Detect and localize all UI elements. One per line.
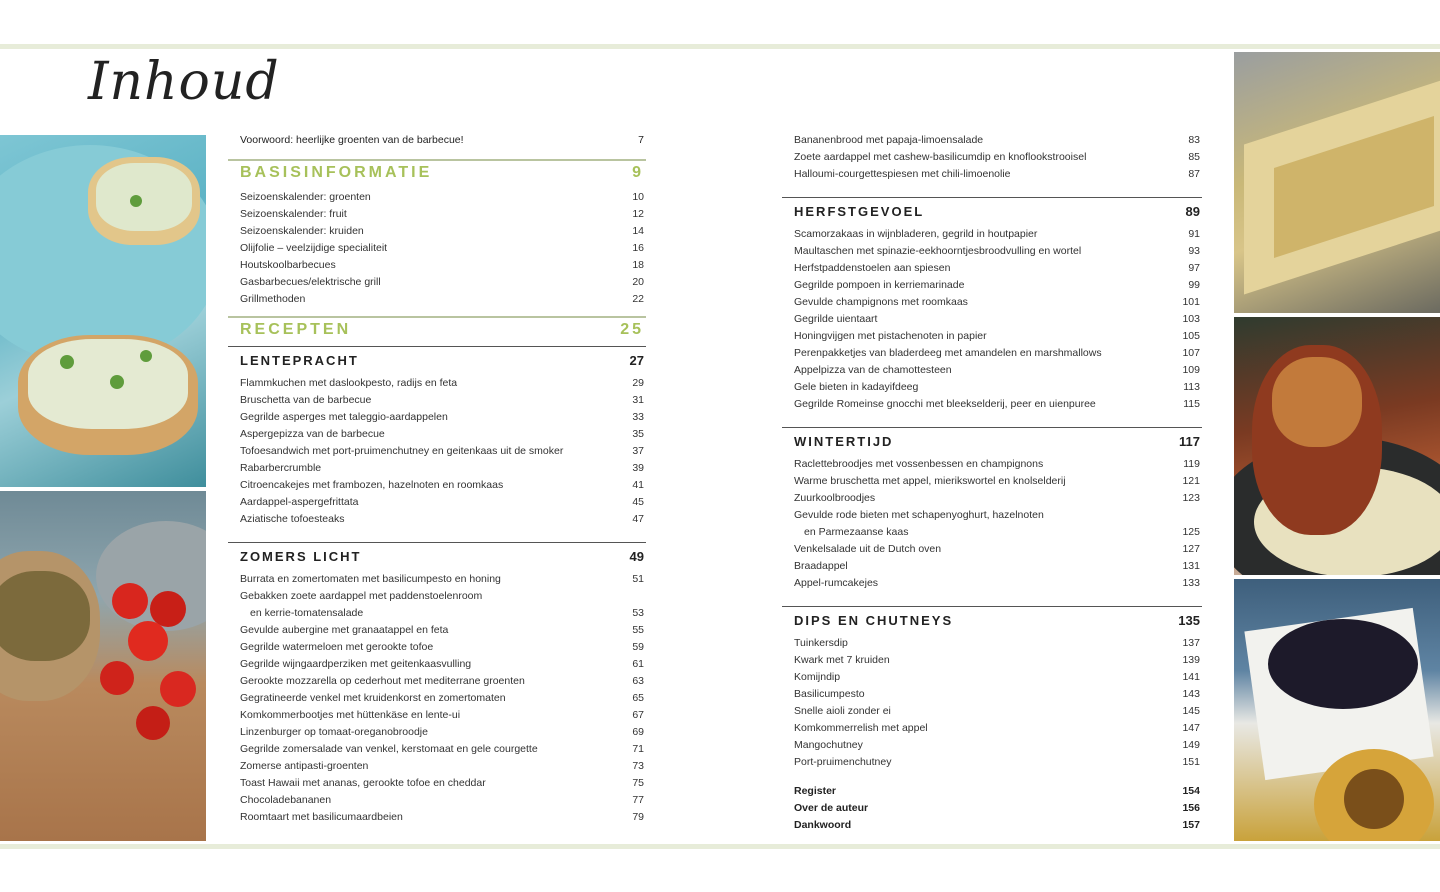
toc-entry[interactable]	[228, 792, 646, 809]
toc-entry-page: 157	[1182, 819, 1200, 831]
toc-entry[interactable]	[782, 294, 1202, 311]
toc-entry-page: 12	[632, 208, 644, 220]
toc-entry[interactable]	[782, 345, 1202, 362]
toc-entry-title: Zoete aardappel met cashew-basilicumdip en knoflookstrooisel	[794, 151, 1087, 163]
toc-entry-title: Scamorzakaas in wijnbladeren, gegrild in houtpapier	[794, 228, 1038, 240]
toc-entry-title: Gegratineerde venkel met kruidenkorst en zomertomaten	[240, 692, 506, 704]
toc-entry-page: 75	[632, 777, 644, 789]
toc-entry-title: Chocoladebananen	[240, 794, 332, 806]
toc-entry-page: 131	[1182, 560, 1200, 572]
toc-entry-title: Honingvijgen met pistachenoten in papier	[794, 330, 987, 342]
toc-entry-title: Houtskoolbarbecues	[240, 259, 336, 271]
toc-entry-title: Herfstpaddenstoelen aan spiesen	[794, 262, 951, 274]
toc-entry[interactable]	[782, 575, 1202, 592]
toc-entry[interactable]	[782, 328, 1202, 345]
toc-entry[interactable]	[782, 166, 1202, 183]
toc-entry[interactable]	[228, 392, 646, 409]
top-band	[0, 44, 1440, 49]
toc-entry-title: Braadappel	[794, 560, 848, 572]
toc-entry-page: 20	[632, 276, 644, 288]
toc-entry[interactable]	[228, 775, 646, 792]
toc-entry-page: 33	[632, 411, 644, 423]
toc-entry-title: Over de auteur	[794, 802, 869, 814]
toc-entry-title: Toast Hawaii met ananas, gerookte tofoe en cheddar	[240, 777, 486, 789]
toc-entry-page: 156	[1182, 802, 1200, 814]
toc-entry-title: Tofoesandwich met port-pruimenchutney en geitenkaas uit de smoker	[240, 445, 564, 457]
toc-entry-title: Seizoenskalender: kruiden	[240, 225, 364, 237]
toc-entry[interactable]	[228, 571, 646, 588]
toc-entry-page: 39	[632, 462, 644, 474]
toc-entry[interactable]	[228, 690, 646, 707]
toc-entry-page: 55	[632, 624, 644, 636]
toc-entry-page: 51	[632, 573, 644, 585]
toc-entry-page: 14	[632, 225, 644, 237]
toc-entry-title: en Parmezaanse kaas	[804, 526, 909, 538]
toc-entry[interactable]	[228, 494, 646, 511]
toc-entry-title: Venkelsalade uit de Dutch oven	[794, 543, 942, 555]
toc-entry-title: Gegrilde pompoen in kerriemarinade	[794, 279, 965, 291]
toc-left-column	[228, 132, 646, 826]
toc-entry-title: Maultaschen met spinazie-eekhoorntjesbroodvulling en wortel	[794, 245, 1082, 257]
toc-entry-page: 145	[1182, 705, 1200, 717]
toc-entry-title: Grillmethoden	[240, 293, 306, 305]
toc-entry-page: 109	[1182, 364, 1200, 376]
toc-entry-page: 91	[1188, 228, 1200, 240]
toc-entry[interactable]	[782, 800, 1202, 817]
toc-entry-page: 59	[632, 641, 644, 653]
toc-entry[interactable]	[228, 741, 646, 758]
toc-entry-title: Gebakken zoete aardappel met paddenstoelenroom	[240, 590, 483, 602]
toc-entry[interactable]	[228, 758, 646, 775]
toc-entry-page: 47	[632, 513, 644, 525]
toc-entry[interactable]	[782, 686, 1202, 703]
toc-entry-page: 18	[632, 259, 644, 271]
toc-entry-title: Gevulde aubergine met granaatappel en feta	[240, 624, 449, 636]
toc-entry-page: 147	[1182, 722, 1200, 734]
toc-entry-title: Appel-rumcakejes	[794, 577, 879, 589]
toc-entry-title: Raclettebroodjes met vossenbessen en champignons	[794, 458, 1044, 470]
toc-entry-title: Gevulde champignons met roomkaas	[794, 296, 968, 308]
toc-entry[interactable]	[782, 362, 1202, 379]
toc-entry-title: Snelle aioli zonder ei	[794, 705, 891, 717]
plum-chutney-photo	[1234, 579, 1440, 841]
toc-entry-page: 79	[632, 811, 644, 823]
toc-entry-page: 69	[632, 726, 644, 738]
toc-right-column	[782, 132, 1202, 834]
toc-entry-page: 123	[1182, 492, 1200, 504]
toc-entry[interactable]	[228, 291, 646, 308]
toc-entry[interactable]	[228, 588, 646, 605]
section-heading-dips-en-chutneys[interactable]: DIPS EN CHUTNEYS 135	[794, 613, 1200, 628]
toc-entry[interactable]	[228, 605, 646, 622]
toc-entry[interactable]	[782, 132, 1202, 149]
toc-entry-page: 22	[632, 293, 644, 305]
toc-entry-page: 16	[632, 242, 644, 254]
toc-entry[interactable]	[228, 707, 646, 724]
toc-entry-page: 125	[1182, 526, 1200, 538]
toc-entry-page: 87	[1188, 168, 1200, 180]
toc-entry-page: 115	[1183, 398, 1200, 410]
toc-entry-page: 154	[1182, 785, 1200, 797]
toc-entry[interactable]	[228, 639, 646, 656]
toc-entry-page: 137	[1182, 637, 1200, 649]
toc-entry[interactable]	[782, 490, 1202, 507]
bruschetta-peas-photo	[0, 135, 206, 487]
toc-entry-page: 105	[1182, 330, 1200, 342]
quiche-slice-photo	[1234, 52, 1440, 313]
toc-entry-page: 63	[632, 675, 644, 687]
toc-entry-title: Port-pruimenchutney	[794, 756, 892, 768]
toc-entry-page: 101	[1182, 296, 1200, 308]
toc-entry-title: Gegrilde zomersalade van venkel, kerstomaat en gele courgette	[240, 743, 538, 755]
toc-entry-title: Gegrilde asperges met taleggio-aardappelen	[240, 411, 448, 423]
toc-entry[interactable]	[782, 396, 1202, 413]
toc-entry[interactable]	[782, 754, 1202, 771]
toc-entry[interactable]	[228, 511, 646, 528]
toc-entry[interactable]	[228, 460, 646, 477]
toc-entry-title: Flammkuchen met daslookpesto, radijs en feta	[240, 377, 458, 389]
toc-entry-title: Olijfolie – veelzijdige specialiteit	[240, 242, 388, 254]
toc-entry-title: Gele bieten in kadayifdeeg	[794, 381, 919, 393]
toc-entry[interactable]	[782, 277, 1202, 294]
toc-entry[interactable]	[782, 541, 1202, 558]
toc-entry-page: 85	[1188, 151, 1200, 163]
toc-entry-page: 65	[632, 692, 644, 704]
toc-entry-page: 41	[632, 479, 644, 491]
toc-entry-page: 93	[1188, 245, 1200, 257]
toc-entry[interactable]	[782, 635, 1202, 652]
toc-entry-title: Dankwoord	[794, 819, 852, 831]
toc-entry[interactable]	[782, 379, 1202, 396]
toc-entry[interactable]	[228, 240, 646, 257]
toc-entry[interactable]	[228, 409, 646, 426]
baked-apple-photo	[1234, 317, 1440, 575]
toc-entry-page: 67	[632, 709, 644, 721]
toc-entry-title: Kwark met 7 kruiden	[794, 654, 890, 666]
toc-entry-title: Zomerse antipasti-groenten	[240, 760, 369, 772]
toc-entry-title: Warme bruschetta met appel, mierikswortel en knolselderij	[794, 475, 1066, 487]
toc-entry[interactable]	[228, 375, 646, 392]
toc-entry-title: Gevulde rode bieten met schapenyoghurt, hazelnoten	[794, 509, 1044, 521]
toc-entry-title: Gasbarbecues/elektrische grill	[240, 276, 381, 288]
toc-entry-page: 61	[632, 658, 644, 670]
toc-entry[interactable]	[228, 223, 646, 240]
toc-entry[interactable]	[228, 809, 646, 826]
toc-entry-title: Halloumi-courgettespiesen met chili-limoenolie	[794, 168, 1011, 180]
toc-entry-title: Zuurkoolbroodjes	[794, 492, 876, 504]
toc-entry-page: 121	[1182, 475, 1200, 487]
toc-entry[interactable]	[782, 669, 1202, 686]
toc-entry-title: Gerookte mozzarella op cederhout met mediterrane groenten	[240, 675, 525, 687]
toc-entry-title: Aspergepizza van de barbecue	[240, 428, 385, 440]
toc-entry-title: Gegrilde watermeloen met gerookte tofoe	[240, 641, 434, 653]
toc-entry-page: 83	[1188, 134, 1200, 146]
toc-entry[interactable]	[782, 226, 1202, 243]
toc-entry[interactable]	[228, 189, 646, 206]
toc-entry-title: Aardappel-aspergefrittata	[240, 496, 359, 508]
toc-entry-page: 73	[632, 760, 644, 772]
section-heading-herfstgevoel[interactable]: HERFSTGEVOEL 89	[794, 204, 1200, 219]
toc-entry-page: 35	[632, 428, 644, 440]
toc-entry-page: 53	[632, 607, 644, 619]
toc-entry-title: Tuinkersdip	[794, 637, 848, 649]
toc-entry-page: 71	[632, 743, 644, 755]
toc-entry-title: Linzenburger op tomaat-oreganobroodje	[240, 726, 428, 738]
toc-entry[interactable]: Voorwoord: heerlijke groenten van de barbecue! 7	[240, 134, 644, 146]
toc-entry[interactable]	[228, 443, 646, 460]
section-heading-recepten[interactable]: RECEPTEN 25	[240, 321, 644, 338]
toc-entry-page: 119	[1183, 458, 1200, 470]
toc-entry-title: Seizoenskalender: fruit	[240, 208, 347, 220]
toc-entry[interactable]	[782, 817, 1202, 834]
toc-entry-title: Gegrilde uientaart	[794, 313, 878, 325]
toc-entry[interactable]	[782, 652, 1202, 669]
toc-entry-page: 139	[1182, 654, 1200, 666]
toc-entry-title: Perenpakketjes van bladerdeeg met amandelen en marshmallows	[794, 347, 1102, 359]
toc-entry-page: 127	[1182, 543, 1200, 555]
section-heading-zomers-licht[interactable]: ZOMERS LICHT 49	[240, 549, 644, 564]
toc-entry[interactable]	[782, 558, 1202, 575]
toc-entry-page: 151	[1182, 756, 1200, 768]
toc-entry[interactable]	[782, 507, 1202, 524]
toc-entry[interactable]	[228, 673, 646, 690]
toc-entry-title: Rabarbercrumble	[240, 462, 322, 474]
toc-entry[interactable]	[782, 524, 1202, 541]
toc-entry-title: en kerrie-tomatensalade	[250, 607, 364, 619]
toc-entry-page: 97	[1188, 262, 1200, 274]
toc-entry-title: Appelpizza van de chamottesteen	[794, 364, 952, 376]
toc-entry-title: Mangochutney	[794, 739, 863, 751]
tomatoes-board-photo	[0, 491, 206, 841]
toc-entry-title: Bruschetta van de barbecue	[240, 394, 372, 406]
section-heading-basisinformatie[interactable]: BASISINFORMATIE 9	[240, 164, 644, 181]
toc-entry-title: Register	[794, 785, 837, 797]
toc-entry-title: Gegrilde wijngaardperziken met geitenkaasvulling	[240, 658, 472, 670]
toc-entry-page: 103	[1182, 313, 1200, 325]
toc-entry[interactable]	[228, 257, 646, 274]
toc-entry[interactable]	[228, 622, 646, 639]
toc-entry[interactable]	[782, 703, 1202, 720]
toc-entry-page: 45	[632, 496, 644, 508]
toc-entry[interactable]	[228, 274, 646, 291]
toc-entry-page: 113	[1183, 381, 1200, 393]
toc-entry-page: 10	[632, 191, 644, 203]
toc-entry[interactable]	[228, 724, 646, 741]
toc-entry-page: 141	[1182, 671, 1200, 683]
toc-entry-page: 149	[1182, 739, 1200, 751]
toc-entry-page: 29	[632, 377, 644, 389]
toc-entry[interactable]	[782, 311, 1202, 328]
toc-entry[interactable]	[782, 720, 1202, 737]
toc-entry-page: 31	[632, 394, 644, 406]
toc-entry[interactable]	[782, 456, 1202, 473]
toc-entry-title: Basilicumpesto	[794, 688, 865, 700]
toc-entry-page: 37	[632, 445, 644, 457]
toc-entry-title: Seizoenskalender: groenten	[240, 191, 371, 203]
toc-entry-page: 143	[1182, 688, 1200, 700]
toc-entry-title: Roomtaart met basilicumaardbeien	[240, 811, 403, 823]
toc-entry[interactable]	[782, 243, 1202, 260]
toc-entry-title: Bananenbrood met papaja-limoensalade	[794, 134, 984, 146]
toc-entry-page: 77	[632, 794, 644, 806]
toc-entry[interactable]	[782, 149, 1202, 166]
toc-entry[interactable]	[228, 477, 646, 494]
toc-entry[interactable]	[782, 260, 1202, 277]
toc-entry-title: Citroencakejes met frambozen, hazelnoten en roomkaas	[240, 479, 504, 491]
toc-entry-page: 133	[1182, 577, 1200, 589]
toc-entry[interactable]	[228, 206, 646, 223]
toc-entry-title: Komkommerbootjes met hüttenkäse en lente-ui	[240, 709, 461, 721]
toc-entry-title: Burrata en zomertomaten met basilicumpesto en honing	[240, 573, 501, 585]
toc-entry-title: Aziatische tofoesteaks	[240, 513, 345, 525]
bottom-band	[0, 844, 1440, 849]
toc-entry-page: 99	[1188, 279, 1200, 291]
toc-entry-title: Komijndip	[794, 671, 841, 683]
toc-entry-page: 107	[1182, 347, 1200, 359]
toc-entry[interactable]	[228, 426, 646, 443]
toc-entry-title: Komkommerrelish met appel	[794, 722, 928, 734]
section-heading-wintertijd[interactable]: WINTERTIJD 117	[794, 434, 1200, 449]
toc-entry[interactable]	[782, 737, 1202, 754]
toc-entry[interactable]	[782, 783, 1202, 800]
toc-entry[interactable]	[228, 656, 646, 673]
section-heading-lentepracht[interactable]: LENTEPRACHT 27	[240, 353, 644, 368]
toc-entry[interactable]	[782, 473, 1202, 490]
page-title: Inhoud	[88, 52, 280, 112]
toc-entry-title: Gegrilde Romeinse gnocchi met bleekselderij, peer en uienpuree	[794, 398, 1096, 410]
